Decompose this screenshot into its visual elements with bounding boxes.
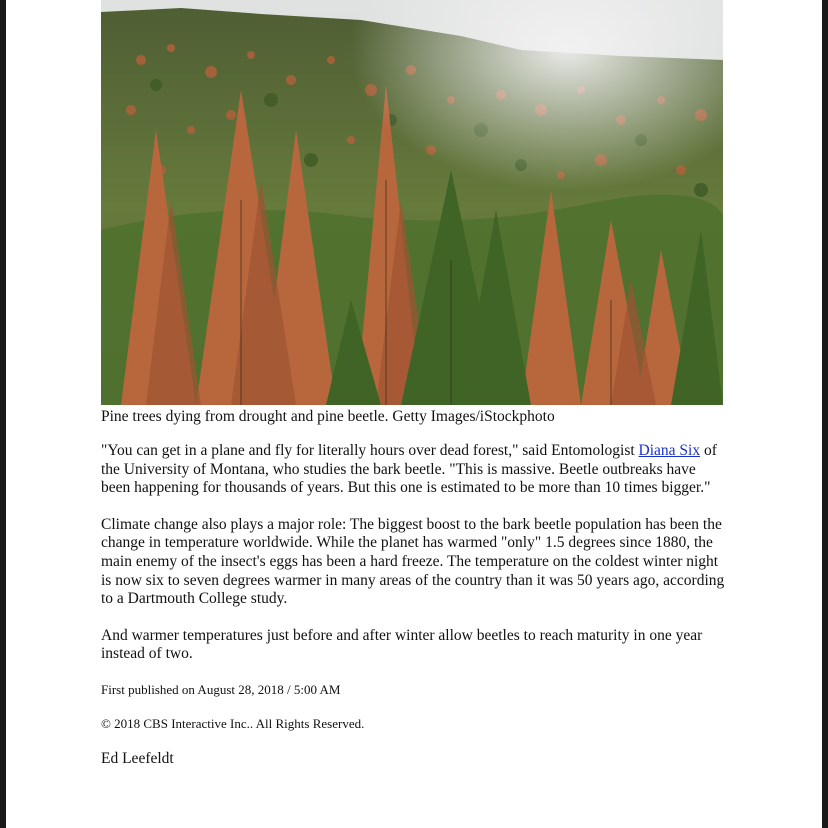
forest-photo: [101, 0, 723, 405]
paragraph-quote-end: of the University of Montana, who studies the bark beetle. "This is massive. Beetle outbreaks have been happening for thousands of years. But this one is estimated to be more than 10 times bigger.": [101, 442, 717, 497]
author-name: Ed Leefeldt: [101, 749, 174, 767]
copyright-notice: © 2018 CBS Interactive Inc.. All Rights Reserved.: [101, 715, 365, 731]
paragraph-quote: [101, 442, 725, 498]
forest-illustration: [101, 0, 723, 405]
paragraph-quote-start: "You can get in a plane and fly for literally hours over dead forest," said Entomologist: [101, 442, 639, 459]
document-page: [6, 0, 822, 828]
paragraph-maturity: And warmer temperatures just before and after winter allow beetles to reach maturity in one year instead of two.: [101, 626, 703, 663]
article-body: [101, 0, 725, 768]
photo-caption: Pine trees dying from drought and pine beetle. Getty Images/iStockphoto: [101, 408, 555, 425]
diana-six-link[interactable]: Diana Six: [638, 442, 701, 459]
paragraph-climate: Climate change also plays a major role: The biggest boost to the bark beetle population has been the change in temperature worldwide. While the planet has warmed "only" 1.5 degrees since 1880, the main enemy of the insect's eggs has been a hard freeze. The temperature on the coldest winter night is now six to seven degrees warmer in many areas of the country than it was 50 years ago, according to a Dartmouth College study.: [101, 515, 725, 608]
publish-date: First published on August 28, 2018 / 5:00 AM: [101, 681, 341, 697]
